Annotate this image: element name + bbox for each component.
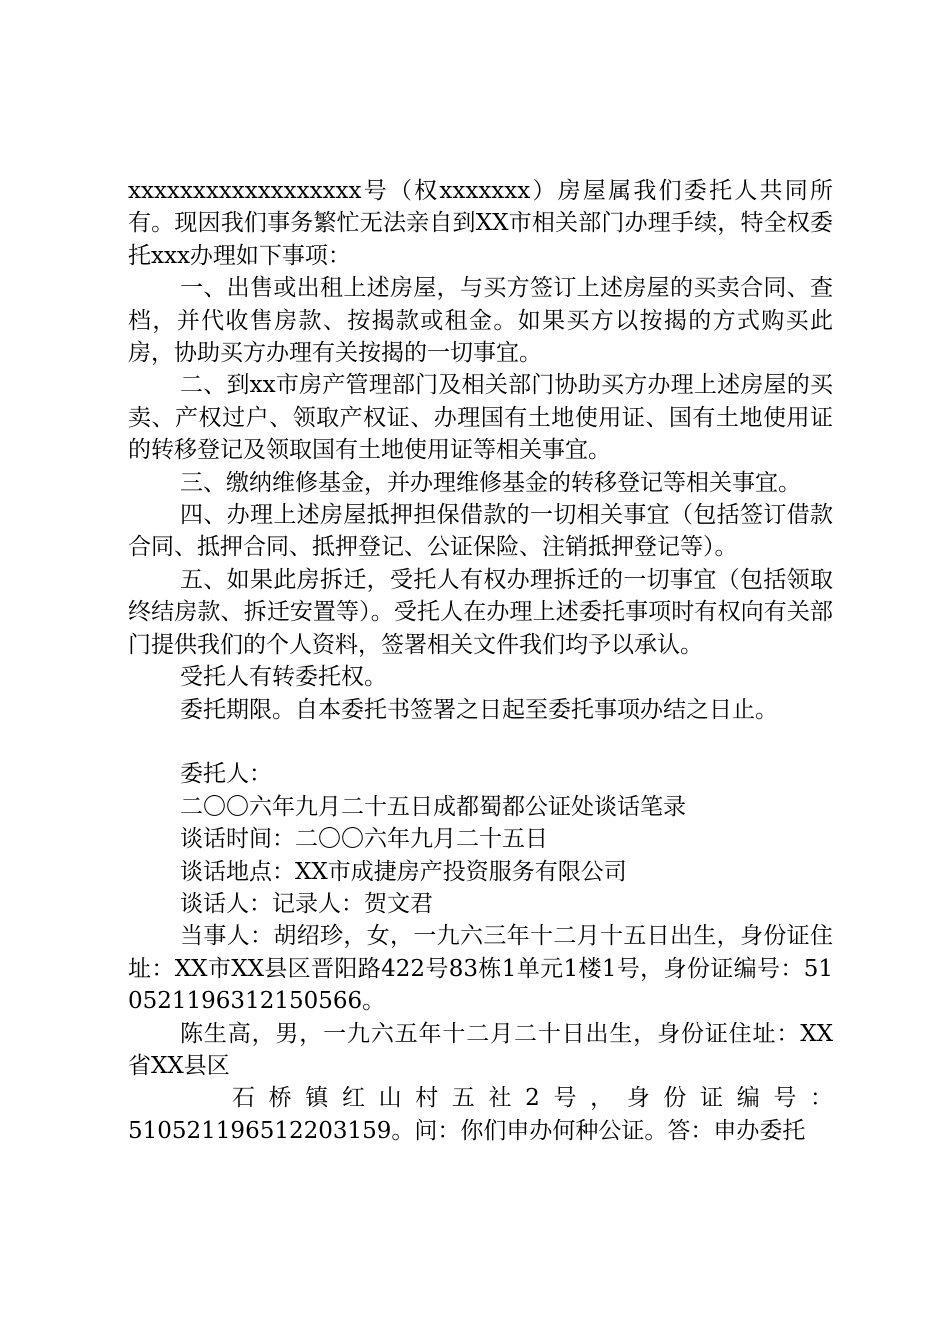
paragraph-interviewer: 谈话人：记录人：贺文君 xyxy=(180,890,433,917)
paragraph-interview-time: 谈话时间：二〇〇六年九月二十五日 xyxy=(180,826,548,853)
paragraph-party-2-address: 石桥镇红山村五社2号，身份证编号： xyxy=(232,1085,833,1112)
paragraph-item-4: 四、办理上述房屋抵押担保借款的一切相关事宜（包括签订借款合同、抵押合同、抵押登记、公证保险、注销抵押登记等）。 xyxy=(128,502,833,561)
paragraph-item-3: 三、缴纳维修基金，并办理维修基金的转移登记等相关事宜。 xyxy=(180,469,801,496)
paragraph-sub-delegation: 受托人有转委托权。 xyxy=(180,664,387,691)
document-body xyxy=(128,175,833,1147)
paragraph-interview-place: 谈话地点：XX市成捷房产投资服务有限公司 xyxy=(180,858,627,885)
paragraph-intro: xxxxxxxxxxxxxxxxxx号（权xxxxxxx）房屋属我们委托人共同所有。现因我们事务繁忙无法亲自到XX市相关部门办理手续，特全权委托xxx办理如下事项： xyxy=(128,178,833,269)
paragraph-party-1: 当事人：胡绍珍，女，一九六三年十二月十五日出生，身份证住址：XX市XX县区晋阳路422号83栋1单元1楼1号，身份证编号：510521196312150566。 xyxy=(128,923,833,1015)
paragraph-item-2: 二、到xx市房产管理部门及相关部门协助买方办理上述房屋的买卖、产权过户、领取产权证、办理国有土地使用证、国有土地使用证的转移登记及领取国有土地使用证等相关事宜。 xyxy=(128,372,833,464)
paragraph-record-title: 二〇〇六年九月二十五日成都蜀都公证处谈话笔录 xyxy=(180,793,686,820)
paragraph-party-2: 陈生高，男，一九六五年十二月二十日出生，身份证住址：XX省XX县区 xyxy=(128,1020,833,1079)
paragraph-item-5: 五、如果此房拆迁，受托人有权办理拆迁的一切事宜（包括领取终结房款、拆迁安置等）。受托人在办理上述委托事项时有权向有关部门提供我们的个人资料，签署相关文件我们均予以承认。 xyxy=(128,566,833,658)
paragraph-item-1: 一、出售或出租上述房屋，与买方签订上述房屋的买卖合同、查档，并代收售房款、按揭款或租金。如果买方以按揭的方式购买此房，协助买方办理有关按揭的一切事宜。 xyxy=(128,275,833,367)
paragraph-party-2-id: 510521196512203159。问：你们申办何种公证。答：申办委托 xyxy=(128,1117,806,1144)
blank-line xyxy=(128,726,833,758)
paragraph-term: 委托期限。自本委托书签署之日起至委托事项办结之日止。 xyxy=(180,696,778,723)
paragraph-principal: 委托人： xyxy=(180,761,272,788)
